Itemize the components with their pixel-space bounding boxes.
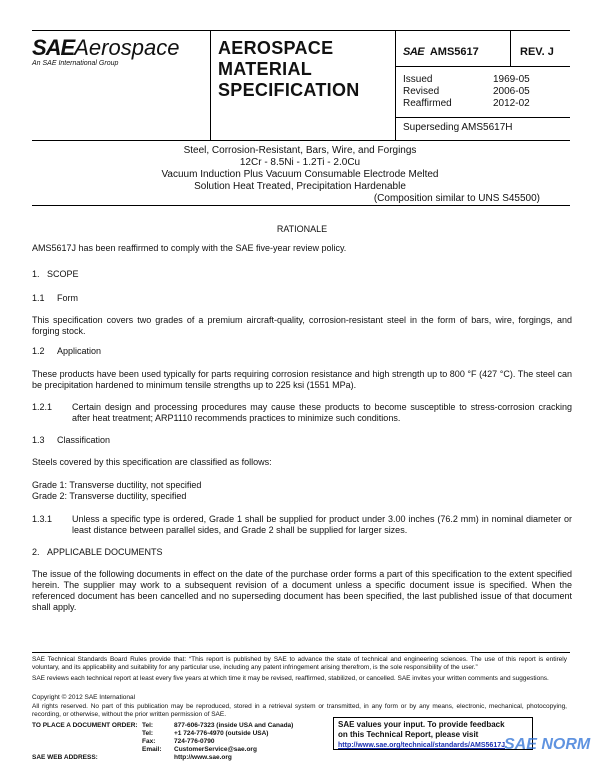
section-number: 1.1 [32, 293, 45, 303]
date-value: 2006-05 [493, 86, 530, 97]
title-line-2: MATERIAL [218, 59, 313, 79]
section-title: Form [57, 293, 79, 303]
footer-policy-1: SAE Technical Standards Board Rules provide that: “This report is published by SAE to advance the state of technical and engineering sciences. The use of this report is entirely voluntary, and its applicability and suitability for any particular use, including any patent infringement arising therefrom, is the sole responsibility of the user.” [32, 656, 567, 671]
document-type-title [218, 38, 360, 101]
section-number: 1.2.1 [32, 402, 53, 412]
logo-sae: SAE [32, 35, 75, 60]
subject-line-4: Solution Heat Treated, Precipitation Hardenable [194, 181, 406, 192]
email-link[interactable]: CustomerService@sae.org [174, 746, 257, 753]
feedback-line-2: on this Technical Report, please visit [338, 730, 479, 739]
section-2-text: The issue of the following documents in effect on the date of the purchase order forms a part of this specification to the extent specified herein. The supplier may work to a subsequent revision of a document unless a specific document issue is specified. When the referenced document has been cancelled and no superseding document has been specified, the last published issue of that document shall apply. [32, 569, 572, 612]
header-divider-3 [510, 30, 511, 66]
footer-rule [32, 652, 570, 653]
logo-aerospace: Aerospace [74, 35, 180, 60]
section-1-3-1-text: Unless a specific type is ordered, Grade 1 shall be supplied for product under 3.00 inches (76.2 mm) in nominal diameter or least distance between parallel sides, and Grade 2 shall be supplied for larger sizes. [72, 514, 572, 535]
subject-line-2: 12Cr - 8.5Ni - 1.2Ti - 2.0Cu [239, 157, 361, 168]
spec-prefix: SAE [403, 46, 425, 58]
watermark-stamp: SAE NORM [504, 736, 591, 753]
section-title: Application [57, 346, 102, 356]
section-number: 1.2 [32, 346, 45, 356]
date-label: Reaffirmed [403, 98, 452, 109]
header-bottom-rule [32, 140, 570, 141]
spec-number-value: AMS5617 [429, 46, 479, 58]
spec-number [403, 46, 479, 58]
order-label: TO PLACE A DOCUMENT ORDER: [32, 722, 138, 729]
date-value: 1969-05 [493, 74, 530, 85]
section-1-2-heading [32, 346, 572, 357]
subject-line-1: Steel, Corrosion-Resistant, Bars, Wire, and Forgings [183, 145, 417, 156]
revision-label: REV. J [520, 46, 554, 58]
section-title: APPLICABLE DOCUMENTS [47, 547, 163, 557]
grade-2: Grade 2: Transverse ductility, specified [32, 491, 187, 501]
rationale-heading: RATIONALE [276, 224, 328, 234]
title-line-3: SPECIFICATION [218, 80, 360, 100]
fax-label: Fax: [142, 738, 156, 745]
feedback-line-1: SAE values your input. To provide feedback [338, 720, 505, 729]
section-number: 2. [32, 547, 40, 557]
footer-policy-2: SAE reviews each technical report at least every five years at which time it may be revised, reaffirmed, stabilized, or cancelled. SAE invites your written comments and suggestions. [32, 675, 549, 682]
date-label: Revised [403, 86, 440, 97]
section-1-heading [32, 269, 572, 280]
order-contact-block [32, 722, 293, 762]
section-2-heading [32, 547, 572, 558]
tel-label: Tel: [142, 722, 154, 729]
header-divider-2 [395, 30, 396, 140]
feedback-link[interactable]: http://www.sae.org/technical/standards/AMS5617J [338, 742, 506, 749]
superseding-note: Superseding AMS5617H [403, 122, 513, 133]
section-1-1-heading [32, 293, 572, 304]
section-number: 1. [32, 269, 40, 279]
grade-1: Grade 1: Transverse ductility, not specified [32, 480, 202, 490]
header-rule-low [395, 117, 570, 118]
section-1-3-1 [32, 514, 572, 536]
section-1-1-text: This specification covers two grades of a premium aircraft-quality, corrosion-resistant steel in the form of bars, wire, forgings, and forging stock. [32, 315, 572, 336]
section-1-2-1-text: Certain design and processing procedures may cause these products to become susceptible to stress-corrosion cracking after heat treatment; ARP1110 recommends practices to minimize such conditions. [72, 402, 572, 423]
tel2-value: +1 724-776-4970 (outside USA) [174, 730, 269, 737]
web-link[interactable]: http://www.sae.org [174, 754, 232, 761]
section-1-3-heading [32, 435, 572, 446]
date-row-reaffirmed [403, 98, 543, 110]
fax-value: 724-776-0790 [174, 738, 215, 745]
logo-subtitle: An SAE International Group [32, 60, 119, 67]
tel-value: 877-606-7323 (inside USA and Canada) [174, 722, 294, 729]
header-rule-mid [395, 66, 570, 67]
feedback-box [333, 717, 533, 750]
subject-bottom-rule [32, 205, 570, 206]
date-block [403, 74, 543, 110]
section-title: SCOPE [47, 269, 79, 279]
footer-rights: All rights reserved. No part of this publication may be reproduced, stored in a retrieval system or transmitted, in any form or by any means, electronic, mechanical, photocopying, recording, or otherwise, without the prior written permission of SAE. [32, 703, 567, 718]
date-row-revised [403, 86, 543, 98]
section-1-2-1 [32, 402, 572, 424]
web-label: SAE WEB ADDRESS: [32, 754, 98, 761]
footer-copyright: Copyright © 2012 SAE International [32, 694, 136, 701]
header-top-rule [32, 30, 570, 31]
title-line-1: AEROSPACE [218, 38, 334, 58]
date-label: Issued [403, 74, 433, 85]
section-1-3-text: Steels covered by this specification are classified as follows: [32, 457, 272, 467]
tel2-label: Tel: [142, 730, 154, 737]
rationale-text: AMS5617J has been reaffirmed to comply with the SAE five-year review policy. [32, 243, 347, 253]
document-subject [0, 145, 600, 205]
section-1-2-text: These products have been used typically for parts requiring corrosion resistance and high strength up to 800 °F (427 °C). The steel can be precipitation hardened to minimum tensile strengths up to 225 ksi (1551 MPa). [32, 369, 572, 390]
section-number: 1.3.1 [32, 514, 53, 524]
section-number: 1.3 [32, 435, 45, 445]
date-value: 2012-02 [493, 98, 530, 109]
email-label: Email: [142, 746, 162, 753]
subject-line-3: Vacuum Induction Plus Vacuum Consumable Electrode Melted [161, 169, 439, 180]
subject-composition: (Composition similar to UNS S45500) [373, 193, 540, 204]
section-title: Classification [57, 435, 111, 445]
date-row-issued [403, 74, 543, 86]
sae-aerospace-logo [32, 36, 222, 67]
